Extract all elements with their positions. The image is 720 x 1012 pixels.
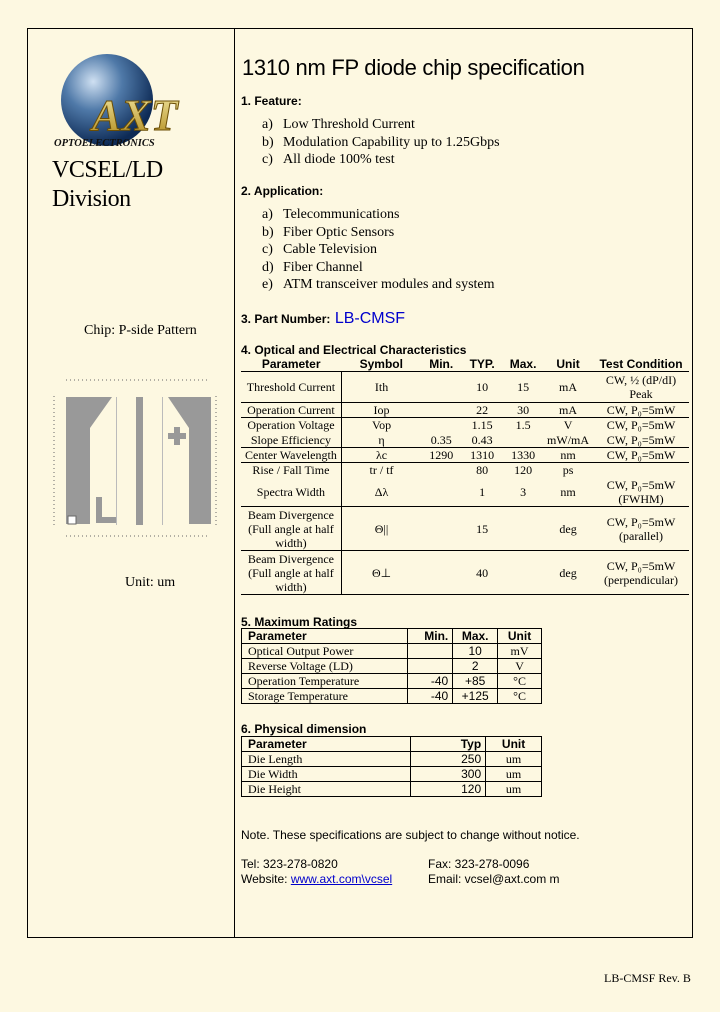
feature-heading: 1. Feature: [241, 94, 302, 108]
table-row: Optical Output Power 10 mV [242, 644, 542, 659]
feature-list [262, 116, 500, 169]
svg-text:OPTOELECTRONICS: OPTOELECTRONICS [54, 138, 155, 149]
table-row: Beam Divergence (Full angle at half width) Θ|| 15 deg CW, P₀=5mW (parallel) [241, 507, 689, 551]
division-title: VCSEL/LD Division [52, 157, 163, 212]
table-row: Slope Efficiency η 0.35 0.43 mW/mA CW, P₀=5mW [241, 433, 689, 448]
email-text: Email: vcsel@axt.com m [428, 872, 560, 886]
table-row: Die Height 120 um [242, 782, 542, 797]
table-row: Operation Voltage Vop 1.15 1.5 V CW, P₀=5mW [241, 418, 689, 433]
list-item: b) Modulation Capability up to 1.25Gbps [262, 134, 500, 150]
part-number: 3. Part Number: LB-CMSF [241, 310, 406, 327]
list-item: a) Low Threshold Current [262, 117, 415, 132]
svg-text:AXT: AXT [92, 91, 178, 140]
note-text: Note. These specifications are subject to change without notice. [241, 828, 580, 842]
part-number-value: LB-CMSF [334, 310, 406, 327]
list-item: e) ATM transceiver modules and system [262, 277, 495, 293]
table-row: Threshold Current Ith 10 15 mA CW, ½ (dP/dI) Peak [241, 372, 689, 403]
website: Website: www.axt.com\vcsel [241, 872, 393, 886]
chip-caption: Chip: P-side Pattern [84, 323, 197, 338]
oec-table [241, 358, 689, 595]
max-ratings-heading: 5. Maximum Ratings [241, 615, 358, 629]
list-item: a) Telecommunications [262, 207, 400, 222]
table-row: Spectra Width Δλ 1 3 nm CW, P₀=5mW (FWHM) [241, 478, 689, 507]
application-list [262, 206, 495, 294]
page-title: 1310 nm FP diode chip specification [242, 55, 585, 80]
chip-pattern-graphic [50, 376, 226, 544]
application-heading: 2. Application: [241, 184, 324, 198]
chip-unit: Unit: um [125, 575, 176, 590]
table-row: Storage Temperature -40 +125 °C [242, 689, 542, 704]
max-ratings-table [241, 628, 542, 704]
table-row: Die Length 250 um [242, 752, 542, 767]
table-row: Rise / Fall Time tr / tf 80 120 ps [241, 463, 689, 478]
table-header-row: Parameter Min. Max. Unit [242, 629, 542, 644]
list-item: c) All diode 100% test [262, 152, 395, 168]
axt-logo [52, 52, 187, 152]
table-row: Operation Current Iop 22 30 mA CW, P₀=5mW [241, 403, 689, 418]
table-row: Center Wavelength λc 1290 1310 1330 nm CW, P₀=5mW [241, 448, 689, 463]
footer-revision: LB-CMSF Rev. B [604, 971, 691, 985]
table-row: Reverse Voltage (LD) 2 V [242, 659, 542, 674]
chip-pattern-diagram [50, 376, 226, 544]
table-row: Operation Temperature -40 +85 °C [242, 674, 542, 689]
tel-text: Tel: 323-278-0820 [241, 857, 338, 871]
table-row: Beam Divergence (Full angle at half width) Θ⊥ 40 deg CW, P₀=5mW (perpendicular) [241, 551, 689, 595]
table-header-row: Parameter Typ Unit [242, 737, 542, 752]
table-header-row: Parameter Symbol Min. TYP. Max. Unit Test Condition [241, 358, 689, 372]
physical-table [241, 736, 542, 797]
list-item: c) Cable Television [262, 242, 378, 258]
fax-text: Fax: 323-278-0096 [428, 857, 530, 871]
list-item: b) Fiber Optic Sensors [262, 224, 395, 240]
website-link[interactable]: www.axt.com\vcsel [290, 872, 393, 886]
physical-heading: 6. Physical dimension [241, 722, 367, 736]
logo-globe-icon [52, 52, 187, 152]
column-divider [234, 28, 235, 938]
table-row: Die Width 300 um [242, 767, 542, 782]
list-item: d) Fiber Channel [262, 259, 363, 275]
oec-heading: 4. Optical and Electrical Characteristics [241, 343, 467, 357]
